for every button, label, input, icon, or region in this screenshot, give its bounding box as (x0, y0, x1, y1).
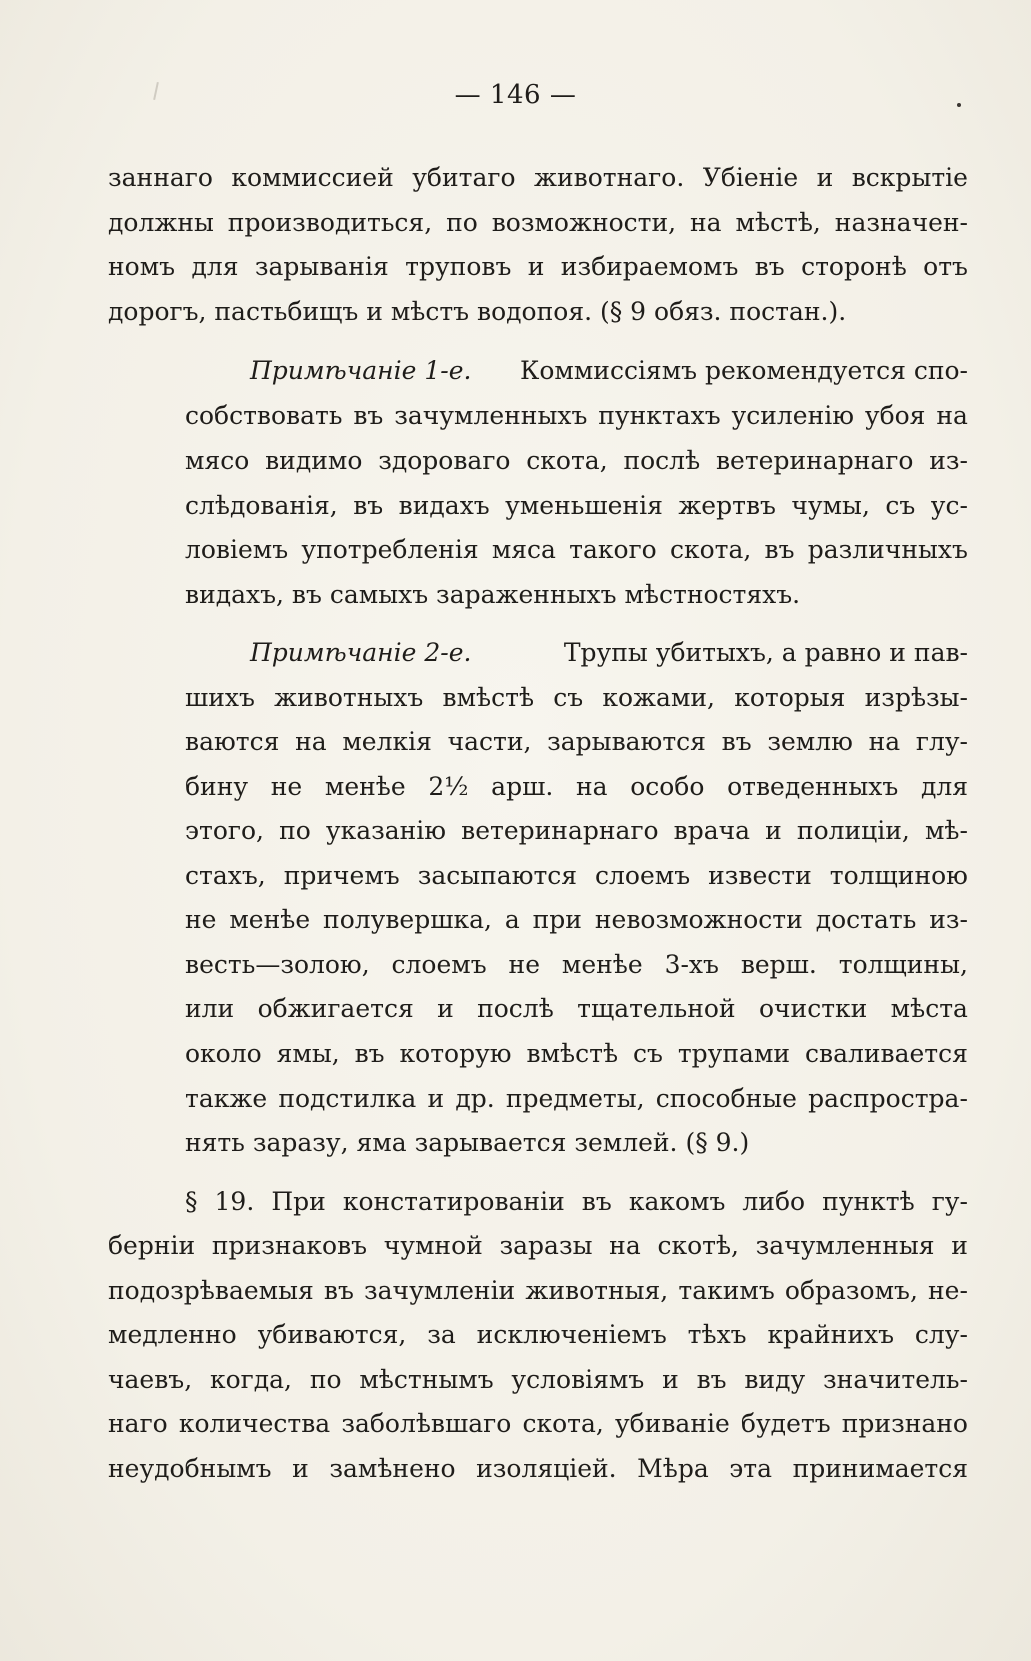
word: Убіеніе (702, 163, 799, 192)
word: причемъ (283, 861, 400, 890)
text-line (185, 816, 968, 846)
word: распростра- (808, 1084, 968, 1113)
word: съ (553, 683, 584, 712)
word: назначен- (834, 208, 968, 237)
word: а (504, 905, 520, 934)
word: которыя (734, 683, 846, 712)
word: на (295, 727, 327, 756)
word: скота, (669, 535, 752, 564)
word: образомъ, (784, 1276, 918, 1305)
word: глу- (915, 727, 968, 756)
word: убиваніе (614, 1409, 730, 1438)
word: также (185, 1084, 268, 1113)
word: зарыванія (254, 252, 389, 281)
word: отъ (923, 252, 968, 281)
word: зачумленіи (364, 1276, 516, 1305)
word: менѣе (324, 772, 406, 801)
word: въ (696, 1365, 727, 1394)
word: скота, (526, 446, 608, 475)
word: такимъ (678, 1276, 775, 1305)
word: на (868, 727, 901, 756)
word: исключеніемъ (476, 1320, 667, 1349)
word: сторонѣ (801, 252, 907, 281)
word: шихъ (185, 683, 255, 712)
word: врача (673, 816, 751, 845)
note2-label: Примѣчаніе 2-е. (250, 638, 472, 667)
page-number: — 146 — (454, 80, 577, 110)
section-19-first-line (185, 1187, 968, 1217)
word: 3-хъ (664, 950, 719, 979)
word: тщательной (577, 994, 736, 1023)
text-line: нять заразу, яма зарывается землей. (§ 9.) (185, 1128, 750, 1157)
word: гу- (931, 1187, 968, 1216)
word: весть—золою, (185, 950, 370, 979)
word: видимо (265, 446, 363, 475)
word: собствовать (185, 401, 343, 430)
word: слу- (914, 1320, 968, 1349)
word: крайнихъ (767, 1320, 895, 1349)
word: тѣхъ (687, 1320, 747, 1349)
word: чаевъ, (108, 1365, 193, 1394)
word: землю (767, 727, 853, 756)
word: номъ (108, 252, 176, 281)
word: около (185, 1039, 262, 1068)
word: ловіемъ (185, 535, 289, 564)
word: толщиною (829, 861, 968, 890)
word: здороваго (378, 446, 511, 475)
word: замѣнено (329, 1454, 456, 1483)
word: мѣстнымъ (359, 1365, 494, 1394)
text-line (108, 163, 968, 193)
word: толщины, (838, 950, 968, 979)
word: этого, (185, 816, 264, 845)
word: достать (815, 905, 917, 934)
word: 19. (214, 1187, 255, 1216)
word: заразы (499, 1231, 593, 1260)
word: которую (399, 1039, 512, 1068)
text-line (185, 1039, 968, 1069)
word: слѣдованія, (185, 491, 338, 520)
word: из- (929, 446, 968, 475)
word: убоя (864, 401, 926, 430)
word: вмѣстѣ (442, 683, 535, 712)
word: заннаго (108, 163, 213, 192)
word: обжигается (257, 994, 414, 1023)
word: производиться, (227, 208, 433, 237)
word: избираемомъ (560, 252, 739, 281)
word: ус- (930, 491, 968, 520)
word: животныя, (525, 1276, 669, 1305)
word: за (427, 1320, 456, 1349)
word: видахъ (398, 491, 490, 520)
word: чумной (383, 1231, 483, 1260)
word: на (575, 772, 608, 801)
word: въ (323, 1276, 354, 1305)
word: коммиссией (231, 163, 394, 192)
word: признано (841, 1409, 968, 1438)
word: послѣ (623, 446, 701, 475)
note1-first-line (250, 356, 968, 386)
word: признаковъ (211, 1231, 368, 1260)
word: мелкія (342, 727, 432, 756)
word: 2½ (428, 772, 469, 801)
word: подозрѣваемыя (108, 1276, 314, 1305)
text-line (108, 252, 968, 282)
word: При (271, 1187, 326, 1216)
word: трупами (677, 1039, 791, 1068)
word: въ (581, 1187, 612, 1216)
word: др. (455, 1084, 495, 1113)
word: Мѣра (637, 1454, 709, 1483)
word: констатированіи (342, 1187, 565, 1216)
word: либо (742, 1187, 806, 1216)
text-line (185, 905, 968, 935)
word: убитаго (412, 163, 516, 192)
text-line (185, 950, 968, 980)
text-line (185, 994, 968, 1024)
word: стахъ, (185, 861, 266, 890)
word: будетъ (740, 1409, 831, 1438)
word: особо (630, 772, 705, 801)
word: чумы, (791, 491, 870, 520)
word: берніи (108, 1231, 196, 1260)
word: такого (569, 535, 657, 564)
word: на (936, 401, 968, 430)
word: съ (885, 491, 916, 520)
word: изоляціей. (476, 1454, 617, 1483)
word: пунктѣ (822, 1187, 915, 1216)
word: части, (447, 727, 532, 756)
word: подстилка (278, 1084, 417, 1113)
text-line (108, 1409, 968, 1439)
word: какомъ (628, 1187, 726, 1216)
word: значитель- (823, 1365, 968, 1394)
text-line (108, 208, 968, 238)
word: въ (353, 401, 384, 430)
word: и (292, 1454, 309, 1483)
word: скота, (522, 1409, 604, 1438)
text-line (185, 446, 968, 476)
word: по (309, 1365, 342, 1394)
word: не (185, 905, 217, 934)
word: по (279, 816, 311, 845)
word: при (532, 905, 582, 934)
word: усиленію (731, 401, 854, 430)
note2-first-line (250, 638, 968, 668)
word: въ (721, 727, 752, 756)
text-segment: Трупы убитыхъ, а равно и пав- (563, 638, 968, 667)
text-line: видахъ, въ самыхъ зараженныхъ мѣстностяхъ. (185, 580, 801, 609)
word: въ (764, 535, 795, 564)
word: эта (729, 1454, 773, 1483)
word: на (690, 208, 722, 237)
word: засыпаются (417, 861, 578, 890)
word: заболѣвшаго (341, 1409, 512, 1438)
word: зарываются (547, 727, 706, 756)
word: и (437, 994, 454, 1023)
word: верш. (740, 950, 817, 979)
word: труповъ (405, 252, 512, 281)
text-line (108, 1454, 968, 1484)
text-line (108, 1231, 968, 1261)
word: ямы, (276, 1039, 340, 1068)
word: зачумленныхъ (394, 401, 588, 430)
word: уменьшенія (505, 491, 663, 520)
word: ваются (185, 727, 280, 756)
word: изрѣзы- (864, 683, 968, 712)
word: принимается (792, 1454, 968, 1483)
word: въ (754, 252, 785, 281)
word: когда, (209, 1365, 292, 1394)
word: менѣе (561, 950, 643, 979)
word: послѣ (477, 994, 554, 1023)
word: пунктахъ (598, 401, 721, 430)
word: бину (185, 772, 249, 801)
word: для (191, 252, 239, 281)
word: менѣе (229, 905, 311, 934)
word: и (765, 816, 782, 845)
word: для (920, 772, 968, 801)
text-line (185, 727, 968, 757)
text-line (108, 1365, 968, 1395)
text-line: дорогъ, пастьбищъ и мѣстъ водопоя. (§ 9 обяз. постан.). (108, 297, 847, 326)
word: ветеринарнаго (715, 446, 914, 475)
text-line (185, 535, 968, 565)
word: наго (108, 1409, 168, 1438)
word: не (508, 950, 540, 979)
word: мѣстѣ, (735, 208, 821, 237)
text-line (185, 401, 968, 431)
word: съ (632, 1039, 663, 1068)
word: мяса (491, 535, 556, 564)
word: количества (178, 1409, 331, 1438)
word: различныхъ (807, 535, 968, 564)
word: извести (708, 861, 812, 890)
word: и (662, 1365, 679, 1394)
text-line (185, 1084, 968, 1114)
word: животныхъ (274, 683, 424, 712)
word: мѣста (890, 994, 968, 1023)
word: указанію (325, 816, 447, 845)
word: и (527, 252, 545, 281)
note1-label: Примѣчаніе 1-е. (250, 356, 472, 385)
word: скотѣ, (657, 1231, 739, 1260)
word: способные (655, 1084, 797, 1113)
word: слоемъ (595, 861, 691, 890)
text-line (185, 772, 968, 802)
word: не- (928, 1276, 968, 1305)
word: § (185, 1187, 198, 1216)
word: мясо (185, 446, 250, 475)
word: невозможности (594, 905, 803, 934)
text-line (108, 1276, 968, 1306)
word: полувершка, (323, 905, 492, 934)
word: мѣ- (924, 816, 968, 845)
text-line (185, 491, 968, 521)
word: кожами, (602, 683, 715, 712)
word: должны (108, 208, 214, 237)
word: употребленія (301, 535, 479, 564)
word: очистки (758, 994, 868, 1023)
word: полиціи, (796, 816, 910, 845)
word: отведенныхъ (727, 772, 899, 801)
word: вскрытіе (851, 163, 968, 192)
text-line (108, 1320, 968, 1350)
word: убиваются, (257, 1320, 407, 1349)
word: неудобнымъ (108, 1454, 272, 1483)
word: ветеринарнаго (461, 816, 659, 845)
word: на (609, 1231, 641, 1260)
word: жертвъ (678, 491, 776, 520)
word: въ (353, 491, 384, 520)
word: слоемъ (391, 950, 487, 979)
word: животнаго. (534, 163, 685, 192)
text-line (185, 683, 968, 713)
word: виду (744, 1365, 806, 1394)
text-line (185, 861, 968, 891)
word: въ (354, 1039, 385, 1068)
word: по (446, 208, 478, 237)
word: и (427, 1084, 445, 1113)
word: арш. (491, 772, 554, 801)
word: и (951, 1231, 968, 1260)
word: не (270, 772, 303, 801)
word: или (185, 994, 235, 1023)
word: зачумленныя (755, 1231, 935, 1260)
word: сваливается (805, 1039, 968, 1068)
word: предметы, (505, 1084, 645, 1113)
word: вмѣстѣ (526, 1039, 619, 1068)
word: и (816, 163, 834, 192)
text-segment: Коммиссіямъ рекомендуется спо- (519, 356, 968, 385)
word: медленно (108, 1320, 237, 1349)
word: условіямъ (511, 1365, 645, 1394)
word: из- (929, 905, 968, 934)
word: возможности, (491, 208, 677, 237)
